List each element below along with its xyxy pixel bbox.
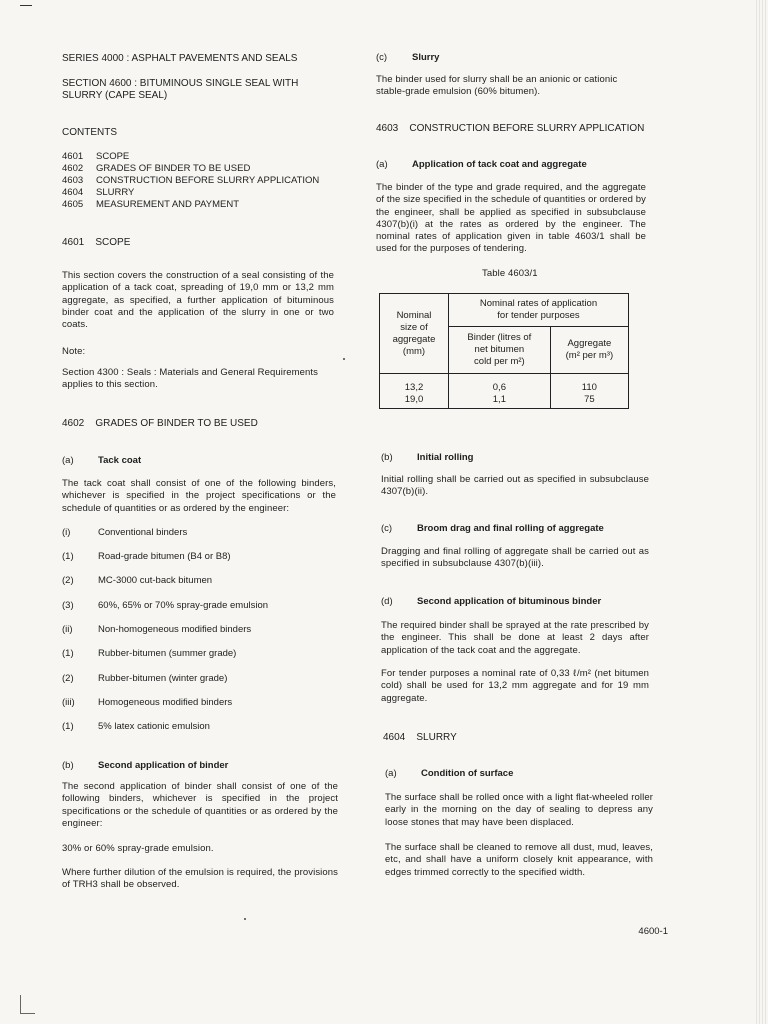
binder-list-item: (1) Rubber-bitumen (summer grade) bbox=[62, 648, 237, 659]
scope-text: This section covers the construction of a seal consisting of the application of a tack coat, spreading of 19,0 mm or 13,2 mm aggregate, as specified, a further application of bituminous binder coat and the application of the slurry in one or two coats. bbox=[62, 270, 334, 331]
scan-dot bbox=[244, 918, 246, 920]
surface-text-1: The surface shall be rolled once with a light flat-wheeled roller early in the morning on the day of sealing to depress any loose stones that may have been displaced. bbox=[385, 792, 653, 828]
second-application-emulsion: 30% or 60% spray-grade emulsion. bbox=[62, 843, 214, 854]
note-text: Section 4300 : Seals : Materials and General Requirements applies to this section. bbox=[62, 367, 319, 391]
tack-aggregate-heading: (a) Application of tack coat and aggregate bbox=[376, 159, 587, 170]
note-label: Note: bbox=[62, 346, 86, 357]
tack-coat-text: The tack coat shall consist of one of the following binders, whichever is specified in the project specifications or the schedule of quantities or as ordered by the engineer: bbox=[62, 478, 336, 514]
second-bituminous-text: The required binder shall be sprayed at the rate prescribed by the engineer. This shall be done at least 2 days after application of the tack coat and the aggregate. bbox=[381, 620, 649, 656]
contents-item: 4604 SLURRY bbox=[62, 187, 135, 198]
second-bituminous-heading: (d) Second application of bituminous binder bbox=[381, 596, 602, 607]
second-application-heading: (b) Second application of binder bbox=[62, 760, 229, 771]
slurry-text: The binder used for slurry shall be an anionic or cationic stable-grade emulsion (60% bitumen). bbox=[376, 74, 618, 98]
table-cell-sizes: 13,2 19,0 bbox=[380, 374, 449, 409]
surface-heading: (a) Condition of surface bbox=[385, 768, 514, 779]
table-header-group: Nominal rates of application for tender purposes bbox=[449, 294, 629, 327]
tack-coat-heading: (a) Tack coat bbox=[62, 455, 142, 466]
table-header-aggregate: Aggregate (m² per m³) bbox=[550, 327, 628, 374]
table-header-binder: Binder (litres of net bitumen cold per m²) bbox=[449, 327, 551, 374]
slurry-section-heading: 4604 SLURRY bbox=[383, 732, 457, 743]
scan-dot bbox=[343, 358, 345, 360]
rates-table bbox=[379, 293, 629, 409]
binder-list-item: (iii) Homogeneous modified binders bbox=[62, 697, 233, 708]
section-title-line1: SECTION 4600 : BITUMINOUS SINGLE SEAL WITH bbox=[62, 78, 299, 89]
scan-mark bbox=[20, 5, 32, 6]
binder-list-item: (1) Road-grade bitumen (B4 or B8) bbox=[62, 551, 231, 562]
surface-text-2: The surface shall be cleaned to remove all dust, mud, leaves, etc, and shall have a uniform closely knit appearance, with edges trimmed correctly to the specified width. bbox=[385, 842, 653, 878]
binder-list-item: (2) MC-3000 cut-back bitumen bbox=[62, 575, 213, 586]
broom-drag-heading: (c) Broom drag and final rolling of aggregate bbox=[381, 523, 604, 534]
initial-rolling-heading: (b) Initial rolling bbox=[381, 452, 474, 463]
contents-heading: CONTENTS bbox=[62, 127, 117, 138]
binder-list-item: (i) Conventional binders bbox=[62, 527, 188, 538]
tender-rate-text: For tender purposes a nominal rate of 0,33 ℓ/m² (net bitumen cold) shall be used for 13,2 mm aggregate and for 19 mm aggregate. bbox=[381, 668, 649, 704]
scope-heading: 4601 SCOPE bbox=[62, 237, 131, 248]
broom-drag-text: Dragging and final rolling of aggregate shall be carried out as specified in subsubclause 4307(b)(iii). bbox=[381, 546, 649, 570]
slurry-heading: (c) Slurry bbox=[376, 52, 440, 63]
second-application-text: The second application of binder shall consist of one of the following binders, whichever is specified in the project specifications or the schedule of quantities or as ordered by the engineer: bbox=[62, 781, 338, 829]
table-cell-aggregate: 110 75 bbox=[550, 374, 628, 409]
construction-heading: 4603 CONSTRUCTION BEFORE SLURRY APPLICATION bbox=[376, 123, 645, 134]
tack-aggregate-text: The binder of the type and grade required, and the aggregate of the size specified in the schedule of quantities or ordered by the engineer, shall be applied as specified in subsubclause 4307(b)(i) at the rates as ordered by the engineer. The nominal rates of application given in table 4603/1 shall be used for the purposes of tendering. bbox=[376, 182, 646, 255]
binder-list-item: (3) 60%, 65% or 70% spray-grade emulsion bbox=[62, 600, 269, 611]
table-cell-binder: 0,6 1,1 bbox=[449, 374, 551, 409]
binder-list-item: (2) Rubber-bitumen (winter grade) bbox=[62, 673, 228, 684]
contents-item: 4602 GRADES OF BINDER TO BE USED bbox=[62, 163, 251, 174]
grades-heading: 4602 GRADES OF BINDER TO BE USED bbox=[62, 418, 258, 429]
series-title: SERIES 4000 : ASPHALT PAVEMENTS AND SEALS bbox=[62, 53, 298, 64]
table-caption: Table 4603/1 bbox=[482, 268, 538, 279]
table-header-size: Nominal size of aggregate (mm) bbox=[380, 294, 449, 374]
initial-rolling-text: Initial rolling shall be carried out as specified in subsubclause 4307(b)(ii). bbox=[381, 474, 649, 498]
scan-edge bbox=[756, 0, 768, 1024]
binder-list-item: (1) 5% latex cationic emulsion bbox=[62, 721, 210, 732]
contents-item: 4601 SCOPE bbox=[62, 151, 130, 162]
binder-list-item: (ii) Non-homogeneous modified binders bbox=[62, 624, 252, 635]
scan-corner-mark bbox=[20, 995, 35, 1014]
contents-item: 4605 MEASUREMENT AND PAYMENT bbox=[62, 199, 240, 210]
dilution-text: Where further dilution of the emulsion is required, the provisions of TRH3 shall be observed. bbox=[62, 867, 338, 891]
section-title-line2: SLURRY (CAPE SEAL) bbox=[62, 90, 168, 101]
page-number: 4600-1 bbox=[638, 926, 668, 937]
contents-item: 4603 CONSTRUCTION BEFORE SLURRY APPLICATION bbox=[62, 175, 320, 186]
